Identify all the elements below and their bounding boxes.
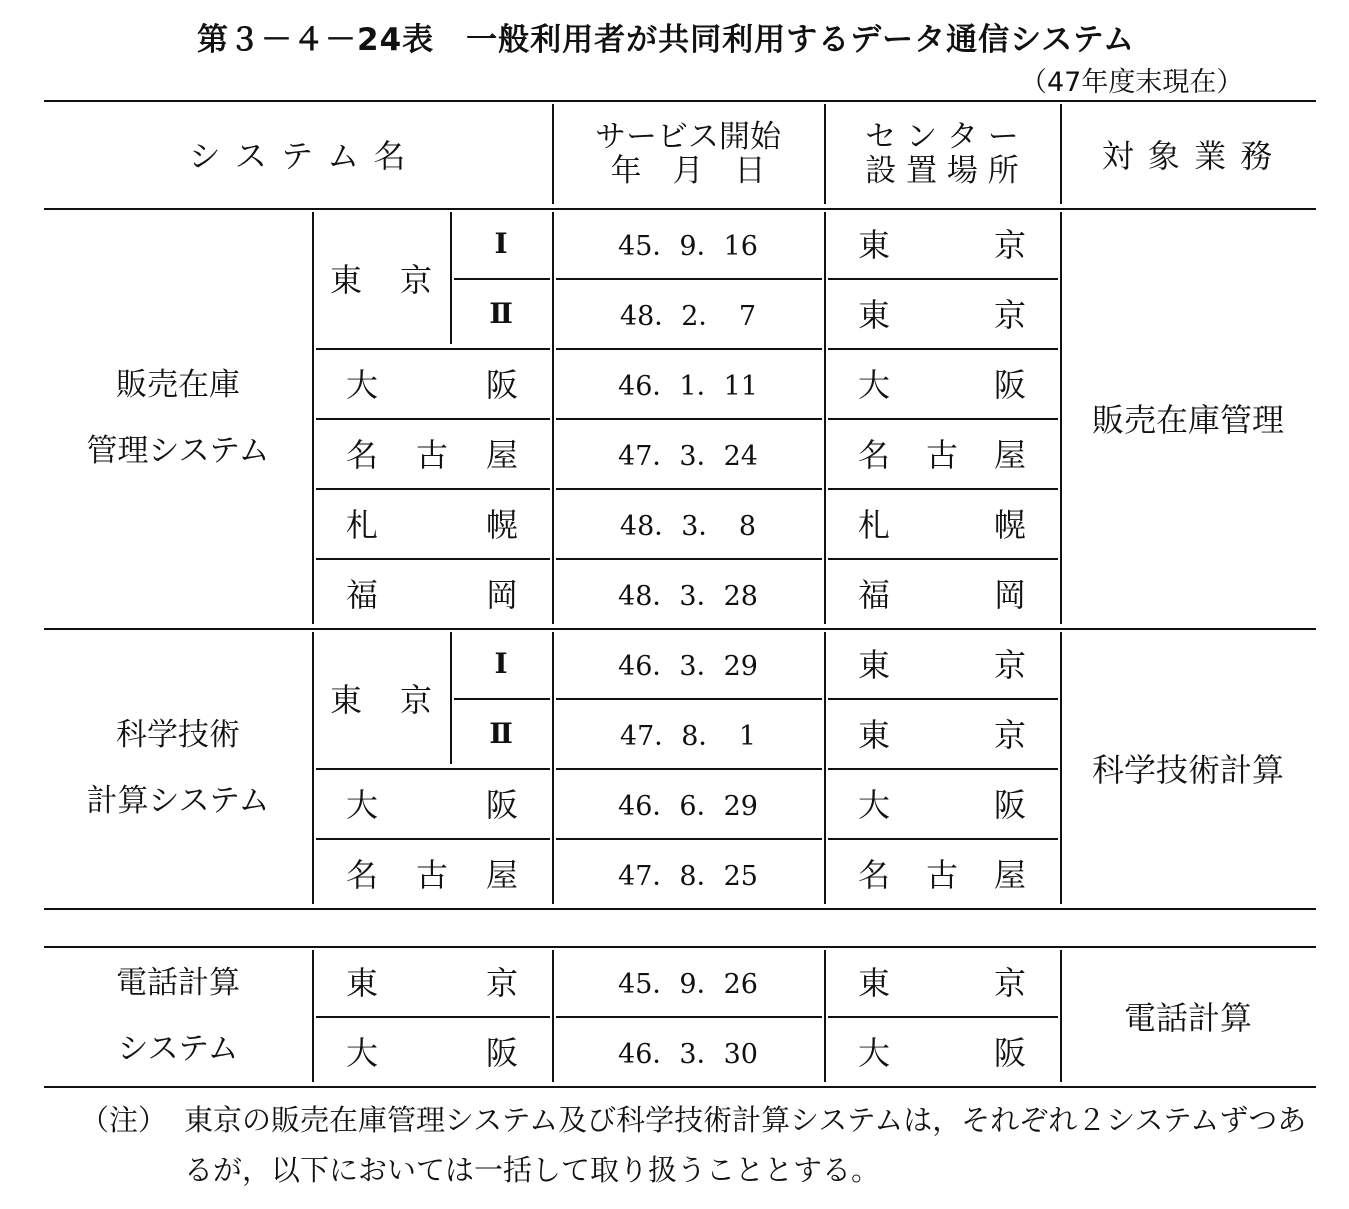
header-business: 対 象 業 務 xyxy=(1101,137,1275,175)
location-cell: 大 阪 xyxy=(346,786,518,824)
location-cell: 名 古 屋 xyxy=(346,436,518,474)
group-name-line1: 電話計算 xyxy=(116,965,240,1001)
footnote-text: 東京の販売在庫管理システム及び科学技術計算システムは，それぞれ２システムずつあるが，以下においては一括して取り扱うこととする。 xyxy=(184,1103,1307,1187)
start-date-cell: 45．9．26 xyxy=(618,968,758,1000)
sub-system-label: Ⅰ xyxy=(494,226,508,260)
start-date-cell: 46．3．29 xyxy=(618,650,758,682)
header-center-location xyxy=(824,100,1060,208)
footnote-label: （注） xyxy=(80,1103,168,1137)
sub-system-label: Ⅰ xyxy=(494,646,508,680)
sub-system-label: Ⅱ xyxy=(489,716,513,750)
start-date-cell: 47．3．24 xyxy=(618,440,758,472)
header-start-date-line1: サービス開始 xyxy=(595,119,781,155)
group-divider-name xyxy=(312,212,314,624)
group-divider-business xyxy=(1060,950,1062,1082)
center-location-cell: 東 京 xyxy=(858,964,1026,1002)
start-date-cell: 47．8．25 xyxy=(618,860,758,892)
location-cell: 大 阪 xyxy=(346,366,518,404)
center-location-cell: 東 京 xyxy=(858,646,1026,684)
start-date-cell: 47．8． 1 xyxy=(619,720,757,752)
center-location-cell: 大 阪 xyxy=(858,786,1026,824)
header-start-date-line2: 年 月 日 xyxy=(610,153,766,189)
start-date-cell: 46．6．29 xyxy=(618,790,758,822)
header-center-location-line2: 設 置 場 所 xyxy=(865,153,1019,189)
group-name xyxy=(44,628,312,908)
group-divider-name xyxy=(312,632,314,904)
location-cell: 札 幌 xyxy=(346,506,518,544)
sub-system-label: Ⅱ xyxy=(489,296,513,330)
header-center-location-line1: セ ン タ ー xyxy=(865,119,1019,155)
center-location-cell: 東 京 xyxy=(858,716,1026,754)
center-location-cell: 札 幌 xyxy=(858,506,1026,544)
start-date-cell: 48．2． 7 xyxy=(619,300,757,332)
center-location-cell: 大 阪 xyxy=(858,366,1026,404)
center-location-cell: 福 岡 xyxy=(858,576,1026,614)
group-name-line2: 管理システム xyxy=(86,433,270,469)
header-start-date xyxy=(552,100,824,208)
center-location-cell: 東 京 xyxy=(858,226,1026,264)
group-bottom-rule xyxy=(44,908,1316,910)
start-date-cell: 46．3．30 xyxy=(618,1038,758,1070)
start-date-cell: 48．3．28 xyxy=(618,580,758,612)
center-location-cell: 東 京 xyxy=(858,296,1026,334)
location-cell: 名 古 屋 xyxy=(346,856,518,894)
table-title-text: 一般利用者が共同利用するデータ通信システム xyxy=(466,22,1136,58)
group-divider-center xyxy=(824,212,826,624)
group-divider-center xyxy=(824,632,826,904)
location-cell: 東 京 xyxy=(330,681,432,719)
group-business: 電話計算 xyxy=(1123,999,1252,1037)
start-date-cell: 46．1．11 xyxy=(618,370,758,402)
group-name-line2: 計算システム xyxy=(86,783,270,819)
location-cell: 東 京 xyxy=(330,261,432,299)
group-divider-business xyxy=(1060,632,1062,904)
start-date-cell: 45．9．16 xyxy=(618,230,758,262)
group-divider-center xyxy=(824,950,826,1082)
location-cell: 大 阪 xyxy=(346,1034,518,1072)
center-location-cell: 名 古 屋 xyxy=(858,436,1026,474)
group-divider-name xyxy=(312,950,314,1082)
group-name-line1: 販売在庫 xyxy=(116,367,240,403)
center-location-cell: 名 古 屋 xyxy=(858,856,1026,894)
group-business: 販売在庫管理 xyxy=(1091,401,1284,439)
table-title xyxy=(0,14,1349,59)
location-cell: 東 京 xyxy=(346,964,518,1002)
group-bottom-rule xyxy=(44,1086,1316,1088)
group-name xyxy=(44,946,312,1086)
group-name-line1: 科学技術 xyxy=(116,717,240,753)
start-date-cell: 48．3． 8 xyxy=(619,510,757,542)
table-number: 第３－４－24表 xyxy=(197,22,435,58)
group-name xyxy=(44,208,312,628)
group-divider-business xyxy=(1060,212,1062,624)
center-location-cell: 大 阪 xyxy=(858,1034,1026,1072)
as-of-label: （47年度末現在） xyxy=(1020,67,1244,98)
group-name-line2: システム xyxy=(117,1031,239,1067)
header-system-name: シ ス テ ム 名 xyxy=(188,137,408,175)
group-business: 科学技術計算 xyxy=(1091,751,1284,789)
location-cell: 福 岡 xyxy=(346,576,518,614)
